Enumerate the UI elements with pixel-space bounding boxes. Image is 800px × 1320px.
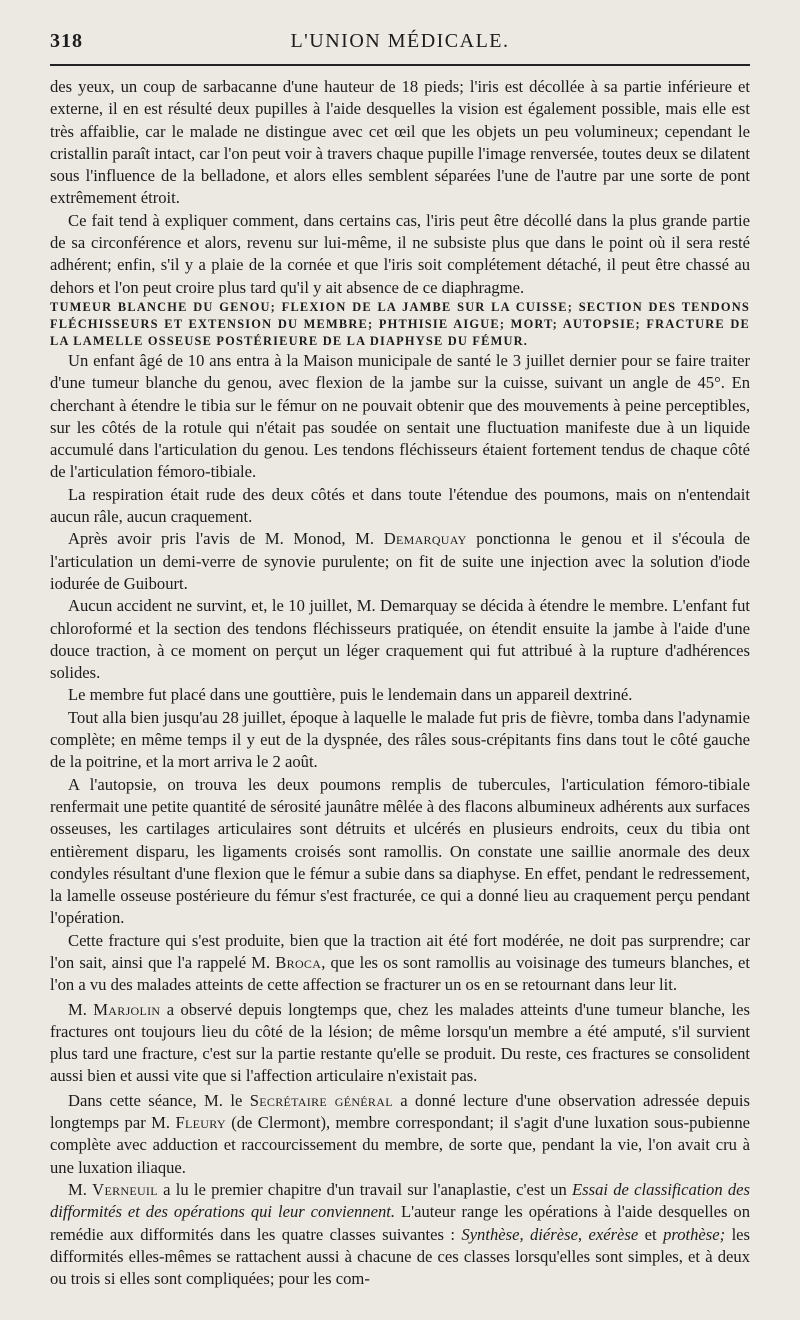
paragraph: M. Marjolin a observé depuis longtemps que, chez les malades atteints d'une tumeur blanche, les fractures ont toujours lieu du côté de la lésion; de même lorsqu'un membre a été amputé, s'il survient plus tard une fracture, c'est sur la partie restante qu'elle se produit. Du reste, ces fractures se consolident aussi bien et aussi vite que si l'affection articulaire n'existait pas. [50, 999, 750, 1086]
term: prothèse; [663, 1224, 726, 1244]
section-title: TUMEUR BLANCHE DU GENOU; FLEXION DE LA JAMBE SUR LA CUISSE; SECTION DES TENDONS FLÉCHISSEURS ET EXTENSION DU MEMBRE; PHTHISIE AIGUE; MORT; AUTOPSIE; FRACTURE DE LA LAMELLE OSSEUSE POSTÉRIEURE DE LA DIAPHYSE DU FÉMUR. [50, 299, 750, 348]
person-name: Verneuil [92, 1179, 158, 1199]
paragraph: Ce fait tend à expliquer comment, dans certains cas, l'iris peut être décollé dans la plus grande partie de sa circonférence et alors, revenu sur lui-même, il ne subsiste plus que dans le point où il sera resté adhérent; enfin, s'il y a plaie de la cornée et que l'iris soit complétement détaché, il peut être chassé au dehors et l'on peut croire plus tard qu'il y ait absence de ce diaphragme. [50, 210, 750, 297]
paragraph: A l'autopsie, on trouva les deux poumons remplis de tubercules, l'articulation fémoro-tibiale renfermait une petite quantité de sérosité jaunâtre mêlée à des flacons albumineux adhérents aux surfaces osseuses, les cartilages articulaires sont détruits et ulcérés en plusieurs endroits, ceux du tibia ont entièrement disparu, les ligaments croisés sont ramollis. On constate une saillie anormale des deux condyles résultant d'une flexion que le fémur a subie dans sa diaphyse. En effet, pendant le redressement, la lamelle osseuse postérieure du fémur s'est fracturée, ce qui a donné lieu au craquement perçu pendant l'opération. [50, 774, 750, 928]
paragraph: Cette fracture qui s'est produite, bien que la traction ait été fort modérée, ne doit pas surprendre; car l'on sait, ainsi que l'a rappelé M. Broca, que les os sont ramollis au voisinage des tumeurs blanches, et l'on a vu des malades atteints de cette affection se fracturer un os en se retournant dans leur lit. [50, 930, 750, 995]
paragraph: Aucun accident ne survint, et, le 10 juillet, M. Demarquay se décida à étendre le membre. L'enfant fut chloroformé et la section des tendons fléchisseurs pratiquée, on étendit ensuite la jambe à l'aide d'une douce traction, à ce moment on perçut un léger craquement qui fut attribué à la rupture d'adhérences solides. [50, 596, 750, 683]
paragraph: Le membre fut placé dans une gouttière, puis le lendemain dans un appareil dextriné. [68, 685, 633, 705]
page-number: 318 [50, 30, 83, 52]
article-body [50, 76, 750, 1290]
term: Synthèse, diérèse, exérèse [461, 1224, 639, 1244]
person-name: Marjolin [93, 999, 161, 1019]
header-rule [50, 64, 750, 66]
paragraph: Tout alla bien jusqu'au 28 juillet, époque à laquelle le malade fut pris de fièvre, tomba dans l'adynamie complète; en même temps il y eut de la dyspnée, des râles sous-crépitants fins dans tout le côté gauche de la poitrine, et la mort arriva le 2 août. [50, 707, 750, 772]
person-name: Broca [275, 952, 322, 972]
paragraph: des yeux, un coup de sarbacanne d'une hauteur de 18 pieds; l'iris est décollée à sa partie inférieure et externe, il en est résulté deux pupilles à l'aide desquelles la vision est également possible, mais elle est très affaiblie, car le malade ne distingue avec cet œil que les objets un peu volumineux; cependant le cristallin paraît intact, car l'on peut voir à travers chaque pupille l'image renversée, toutes deux se dilatent sous l'influence de la belladone, et alors elles semblent séparées l'une de l'autre par une sorte de pont extrêmement étroit. [50, 77, 750, 208]
work-title: Essai de classification des difformités et des opérations qui leur conviennent. [50, 1179, 750, 1222]
paragraph: Un enfant âgé de 10 ans entra à la Maison municipale de santé le 3 juillet dernier pour se faire traiter d'une tumeur blanche du genou, avec flexion de la jambe sur la cuisse, suivant un angle de 45°. En cherchant à étendre le tibia sur le fémur on ne pouvait obtenir que des mouvements à peine perceptibles, sur les côtés de la rotule qui n'était pas soudée on sentait une fluctuation manifeste due à un liquide accumulé dans l'articulation du genou. Les tendons fléchisseurs étaient fortement tendus de chaque côté de l'articulation fémoro-tibiale. [50, 350, 750, 482]
page-header [50, 28, 750, 60]
paragraph: La respiration était rude des deux côtés et dans toute l'étendue des poumons, mais on n'entendait aucun râle, aucun craquement. [50, 484, 750, 527]
person-name: Fleury [175, 1113, 226, 1133]
paragraph: M. Verneuil a lu le premier chapitre d'un travail sur l'anaplastie, c'est un Essai de classification des difformités et des opérations qui leur conviennent. L'auteur range les opérations à l'aide desquelles on remédie aux difformités dans les quatre classes suivantes : Synthèse, diérèse, exérèse et prothèse; les difformités elles-mêmes se rattachent aussi à chacune de ces classes lorsqu'elles sont simples, et à deux ou trois si elles sont compliquées; pour les com- [50, 1179, 750, 1289]
person-name: Demarquay [383, 529, 467, 549]
running-head: L'UNION MÉDICALE. [290, 30, 510, 52]
person-name: Secrétaire général [249, 1090, 393, 1110]
paragraph: Dans cette séance, M. le Secrétaire général a donné lecture d'une observation adressée depuis longtemps par M. Fleury (de Clermont), membre correspondant; il s'agit d'une luxation sous-pubienne complète avec adduction et raccourcissement du membre, de sorte que, pendant la vie, l'on avait cru à une luxation iliaque. [50, 1090, 750, 1177]
paragraph: Après avoir pris l'avis de M. Monod, M. Demarquay ponctionna le genou et il s'écoula de l'articulation un demi-verre de synovie purulente; on fit de suite une injection avec la solution d'iode iodurée de Guibourt. [50, 529, 750, 593]
